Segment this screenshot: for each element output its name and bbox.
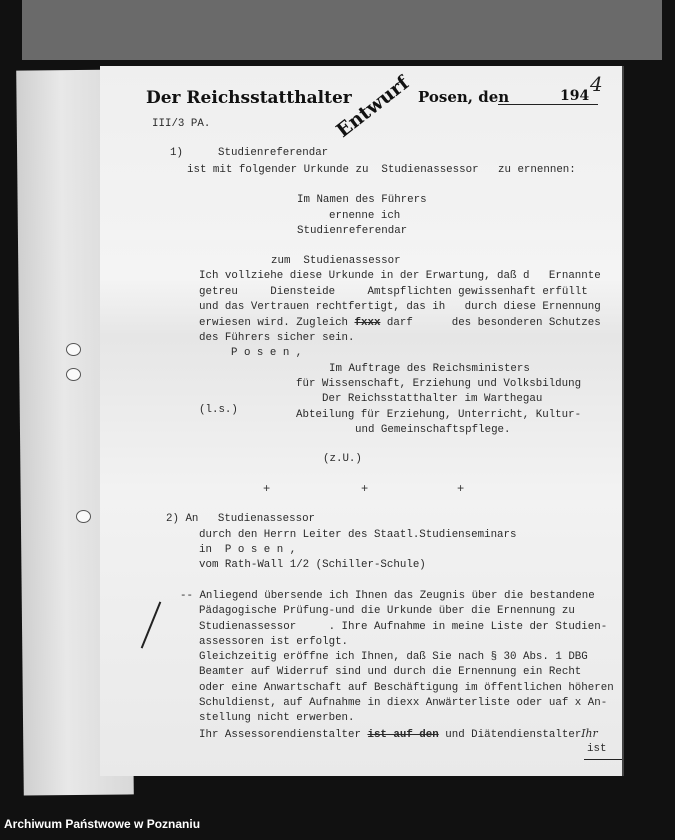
struck-text: ist auf den (367, 729, 439, 741)
handwritten-number: 4 (590, 72, 603, 96)
body-line: des Führers sicher sein. (199, 332, 355, 344)
underlying-page (22, 0, 662, 60)
section-title: Studienreferendar (218, 147, 329, 159)
body-line: und das Vertrauen rechtfertigt, das ih durch diese Ernennung (199, 301, 601, 313)
punch-hole (66, 343, 81, 356)
signature-line: und Gemeinschaftspflege. (355, 424, 511, 436)
address-line: vom Rath-Wall 1/2 (Schiller-Schule) (199, 559, 426, 571)
struck-text: fxxx (354, 317, 381, 329)
archive-caption: Archiwum Państwowe w Poznaniu (4, 817, 201, 831)
handwritten-correction: Ihr (581, 727, 598, 740)
text: und Diätendienstalter (438, 729, 582, 741)
certificate-line: Studienreferendar (297, 225, 408, 237)
signature-line: Abteilung für Erziehung, Unterricht, Kultur- (296, 409, 582, 421)
underline (584, 759, 622, 760)
text: darf des besonderen Schutzes (380, 317, 601, 329)
seal-mark: (l.s.) (199, 404, 238, 416)
letter-line: Gleichzeitig eröffne ich Ihnen, daß Sie nach § 30 Abs. 1 DBG (199, 651, 588, 663)
letter-line: Pädagogische Prüfung-und die Urkunde über die Ernennung zu (199, 605, 575, 617)
letterhead: Der Reichsstatthalter (146, 88, 352, 108)
letter-line: stellung nicht erwerben. (199, 712, 355, 724)
year: 194 (560, 88, 590, 104)
address-line: in P o s e n , (199, 544, 297, 556)
letter-line: Schuldienst, auf Aufnahme in diexx Anwärterliste oder uaf x An- (199, 697, 608, 709)
separator-mark: + (263, 482, 271, 496)
separator-mark: + (457, 482, 465, 496)
body-line: getreu Diensteide Amtspflichten gewissenhaft erfüllt (199, 286, 588, 298)
signature-line: Der Reichsstatthalter im Warthegau (322, 393, 543, 405)
draft-stamp: Entwurf (332, 72, 414, 142)
certificate-line: zum Studienassessor (271, 255, 401, 267)
punch-hole (66, 368, 81, 381)
place: P o s e n , (231, 347, 303, 359)
address-line: 2) An Studienassessor (166, 513, 316, 525)
letter-line: Beamter auf Widerruf sind und durch die Ernennung ein Recht (199, 666, 582, 678)
body-line (199, 317, 601, 330)
letter-line: -- Anliegend übersende ich Ihnen das Zeugnis über die bestandene (180, 590, 595, 602)
body-line: Ich vollziehe diese Urkunde in der Erwartung, daß d Ernannte (199, 270, 601, 282)
signature-line: Im Auftrage des Reichsministers (329, 363, 530, 375)
signature-line: für Wissenschaft, Erziehung und Volksbildung (296, 378, 582, 390)
letter-line (199, 727, 598, 742)
certificate-line: Im Namen des Führers (297, 194, 427, 206)
text: erwiesen wird. Zugleich (199, 317, 355, 329)
text: Ihr Assessorendienstalter (199, 729, 368, 741)
signature-note: (z.U.) (323, 453, 362, 465)
letter-line: oder eine Anwartschaft auf Beschäftigung im öffentlichen höheren (199, 682, 614, 694)
section-number: 1) (170, 147, 183, 159)
intro-line: ist mit folgender Urkunde zu Studienassessor zu ernennen: (187, 164, 576, 176)
letter-line: Studienassessor . Ihre Aufnahme in meine Liste der Studien- (199, 621, 608, 633)
place-date: Posen, den (418, 88, 510, 106)
letter-line: assessoren ist erfolgt. (199, 636, 349, 648)
punch-hole (76, 510, 91, 523)
date-line (498, 104, 598, 105)
insertion-text: ist (587, 743, 607, 755)
address-line: durch den Herrn Leiter des Staatl.Studienseminars (199, 529, 517, 541)
separator-mark: + (361, 482, 369, 496)
reference: III/3 PA. (152, 118, 211, 130)
certificate-line: ernenne ich (329, 210, 401, 222)
